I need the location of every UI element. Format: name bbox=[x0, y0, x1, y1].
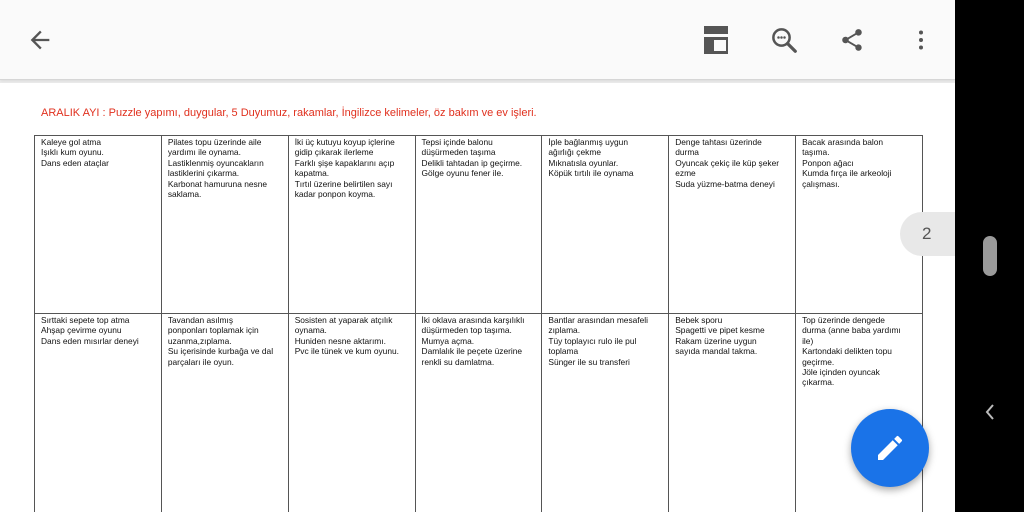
scrollbar-thumb[interactable] bbox=[983, 236, 997, 276]
cell-text-line: Delikli tahtadan ip geçirme. bbox=[421, 157, 523, 168]
cell-text-line: Rakam üzerine uygun bbox=[675, 335, 757, 346]
cell-text-line: Bacak arasında balon bbox=[802, 137, 884, 147]
cell-text-line: Karbonat hamuruna nesne bbox=[167, 178, 268, 189]
cell-text-line: Suda yüzme-batma deneyi bbox=[675, 178, 775, 189]
page-number-indicator: 2 bbox=[900, 212, 955, 256]
table-cell bbox=[415, 136, 542, 314]
cell-text-line: Dans eden mısırlar deneyi bbox=[41, 335, 139, 346]
cell-text-line: Tepsi içinde balonu bbox=[421, 137, 493, 147]
table-cell bbox=[161, 314, 288, 512]
cell-text-line: Kaleye gol atma bbox=[41, 137, 102, 147]
cell-text-line: çıkarma. bbox=[802, 377, 835, 388]
more-vert-icon bbox=[909, 26, 933, 54]
cell-text-line: Gölge oyunu fener ile. bbox=[421, 168, 504, 179]
cell-text-line: parçaları ile oyun. bbox=[167, 356, 234, 367]
cell-text-line: Farklı şişe kapaklarını açıp bbox=[294, 157, 395, 168]
arrow-back-icon bbox=[26, 26, 54, 54]
back-button[interactable] bbox=[16, 16, 64, 64]
cell-text-line: İki oklava arasında karşılıklı bbox=[421, 315, 525, 325]
cell-text-line: Oyuncak çekiç ile küp şeker bbox=[675, 157, 780, 168]
cell-text-line: İple bağlanmış uygun bbox=[548, 137, 628, 147]
table-cell bbox=[288, 136, 415, 314]
cell-text-line: zıplama. bbox=[548, 325, 581, 336]
cell-text-line: Tüy toplayıcı rulo ile pul bbox=[548, 335, 637, 346]
find-button[interactable] bbox=[760, 16, 808, 64]
cell-text-line: Sünger ile su transferi bbox=[548, 356, 630, 367]
table-cell bbox=[542, 136, 669, 314]
cell-text-line: Mumya açma. bbox=[421, 335, 475, 346]
cell-text-line: kadar ponpon koyma. bbox=[294, 189, 376, 200]
cell-text-line: renkli su damlatma. bbox=[421, 356, 495, 367]
table-cell bbox=[415, 314, 542, 512]
cell-text-line: sayıda mandal takma. bbox=[675, 346, 758, 357]
cell-text-line: Dans eden ataçlar bbox=[41, 157, 109, 168]
table-cell bbox=[35, 136, 162, 314]
table-cell bbox=[161, 136, 288, 314]
table-cell bbox=[542, 314, 669, 512]
print-layout-button[interactable] bbox=[692, 16, 740, 64]
edit-pencil-icon bbox=[874, 432, 906, 464]
cell-text-line: Ahşap çevirme oyunu bbox=[41, 325, 122, 336]
cell-text-line: durma bbox=[675, 147, 699, 158]
cell-text-line: durma (anne baba yardımı bbox=[802, 325, 901, 336]
cell-text-line: Ponpon ağacı bbox=[802, 157, 854, 168]
activity-table bbox=[34, 135, 923, 512]
more-options-button[interactable] bbox=[897, 16, 945, 64]
table-cell bbox=[288, 314, 415, 512]
cell-text-line: Bebek sporu bbox=[675, 315, 723, 325]
cell-text-line: Kumda fırça ile arkeoloji bbox=[802, 168, 892, 179]
cell-text-line: Işıklı kum oyunu. bbox=[41, 147, 104, 158]
cell-text-line: Pvc ile tünek ve kum oyunu. bbox=[294, 346, 399, 357]
cell-text-line: Damlalık ile peçete üzerine bbox=[421, 346, 523, 357]
cell-text-line: yardımı ile oynama. bbox=[167, 147, 241, 158]
cell-text-line: İki üç kutuyu koyup içlerine bbox=[294, 137, 395, 147]
document-heading: ARALIK AYI : Puzzle yapımı, duygular, 5 Duyumuz, rakamlar, İngilizce kelimeler, öz bakım ve ev işleri. bbox=[41, 107, 537, 119]
share-icon bbox=[839, 27, 865, 53]
cell-text-line: Top üzerinde dengede bbox=[802, 315, 885, 325]
cell-text-line: ezme bbox=[675, 168, 696, 179]
cell-text-line: düşürmeden top taşıma. bbox=[421, 325, 512, 336]
cell-text-line: Jöle içinden oyuncak bbox=[802, 367, 880, 378]
cell-text-line: gidip çıkarak ilerleme bbox=[294, 147, 374, 158]
cell-text-line: Mıknatısla oyunlar. bbox=[548, 157, 619, 168]
cell-text-line: Huniden nesne aktarımı. bbox=[294, 335, 386, 346]
table-cell bbox=[669, 136, 796, 314]
cell-text-line: kapatma. bbox=[294, 168, 330, 179]
cell-text-line: Sırttaki sepete top atma bbox=[41, 315, 130, 325]
cell-text-line: Lastiklenmiş oyuncakların bbox=[167, 157, 264, 168]
cell-text-line: oynama. bbox=[294, 325, 327, 336]
cell-text-line: ağırlığı çekme bbox=[548, 147, 601, 158]
cell-text-line: toplama bbox=[548, 346, 579, 357]
cell-text-line: Spagetti ve pipet kesme bbox=[675, 325, 765, 336]
top-app-bar bbox=[0, 0, 955, 80]
cell-text-line: Pilates topu üzerinde aile bbox=[167, 137, 262, 147]
cell-text-line: Tavandan asılmış bbox=[167, 315, 234, 325]
cell-text-line: çalışması. bbox=[802, 178, 840, 189]
cell-text-line: düşürmeden taşıma bbox=[421, 147, 496, 158]
page-layout-icon bbox=[703, 25, 729, 55]
cell-text-line: Su içerisinde kurbağa ve dal bbox=[167, 346, 274, 357]
table-row bbox=[35, 314, 923, 512]
cell-text-line: ponponları toplamak için bbox=[167, 325, 259, 336]
cell-text-line: Köpük tırtılı ile oynama bbox=[548, 168, 634, 179]
cell-text-line: lastiklerini çıkarma. bbox=[167, 168, 240, 179]
cell-text-line: Bantlar arasından mesafeli bbox=[548, 315, 648, 325]
cell-text-line: Kartondaki delikten topu bbox=[802, 346, 892, 357]
search-icon bbox=[769, 25, 799, 55]
document-page bbox=[0, 83, 955, 512]
cell-text-line: geçirme. bbox=[802, 356, 835, 367]
edit-fab-button[interactable] bbox=[851, 409, 929, 487]
cell-text-line: ile) bbox=[802, 335, 814, 346]
cell-text-line: saklama. bbox=[167, 189, 202, 200]
table-cell bbox=[35, 314, 162, 512]
table-cell bbox=[669, 314, 796, 512]
system-back-button[interactable] bbox=[980, 402, 1000, 422]
cell-text-line: uzanma,zıplama. bbox=[167, 335, 232, 346]
cell-text-line: Denge tahtası üzerinde bbox=[675, 137, 762, 147]
table-row bbox=[35, 136, 923, 314]
share-button[interactable] bbox=[828, 16, 876, 64]
nav-back-chevron-icon bbox=[984, 403, 996, 421]
cell-text-line: taşıma. bbox=[802, 147, 830, 158]
cell-text-line: Sosisten at yaparak atçılık bbox=[294, 315, 393, 325]
cell-text-line: Tırtıl üzerine belirtilen sayı bbox=[294, 178, 393, 189]
